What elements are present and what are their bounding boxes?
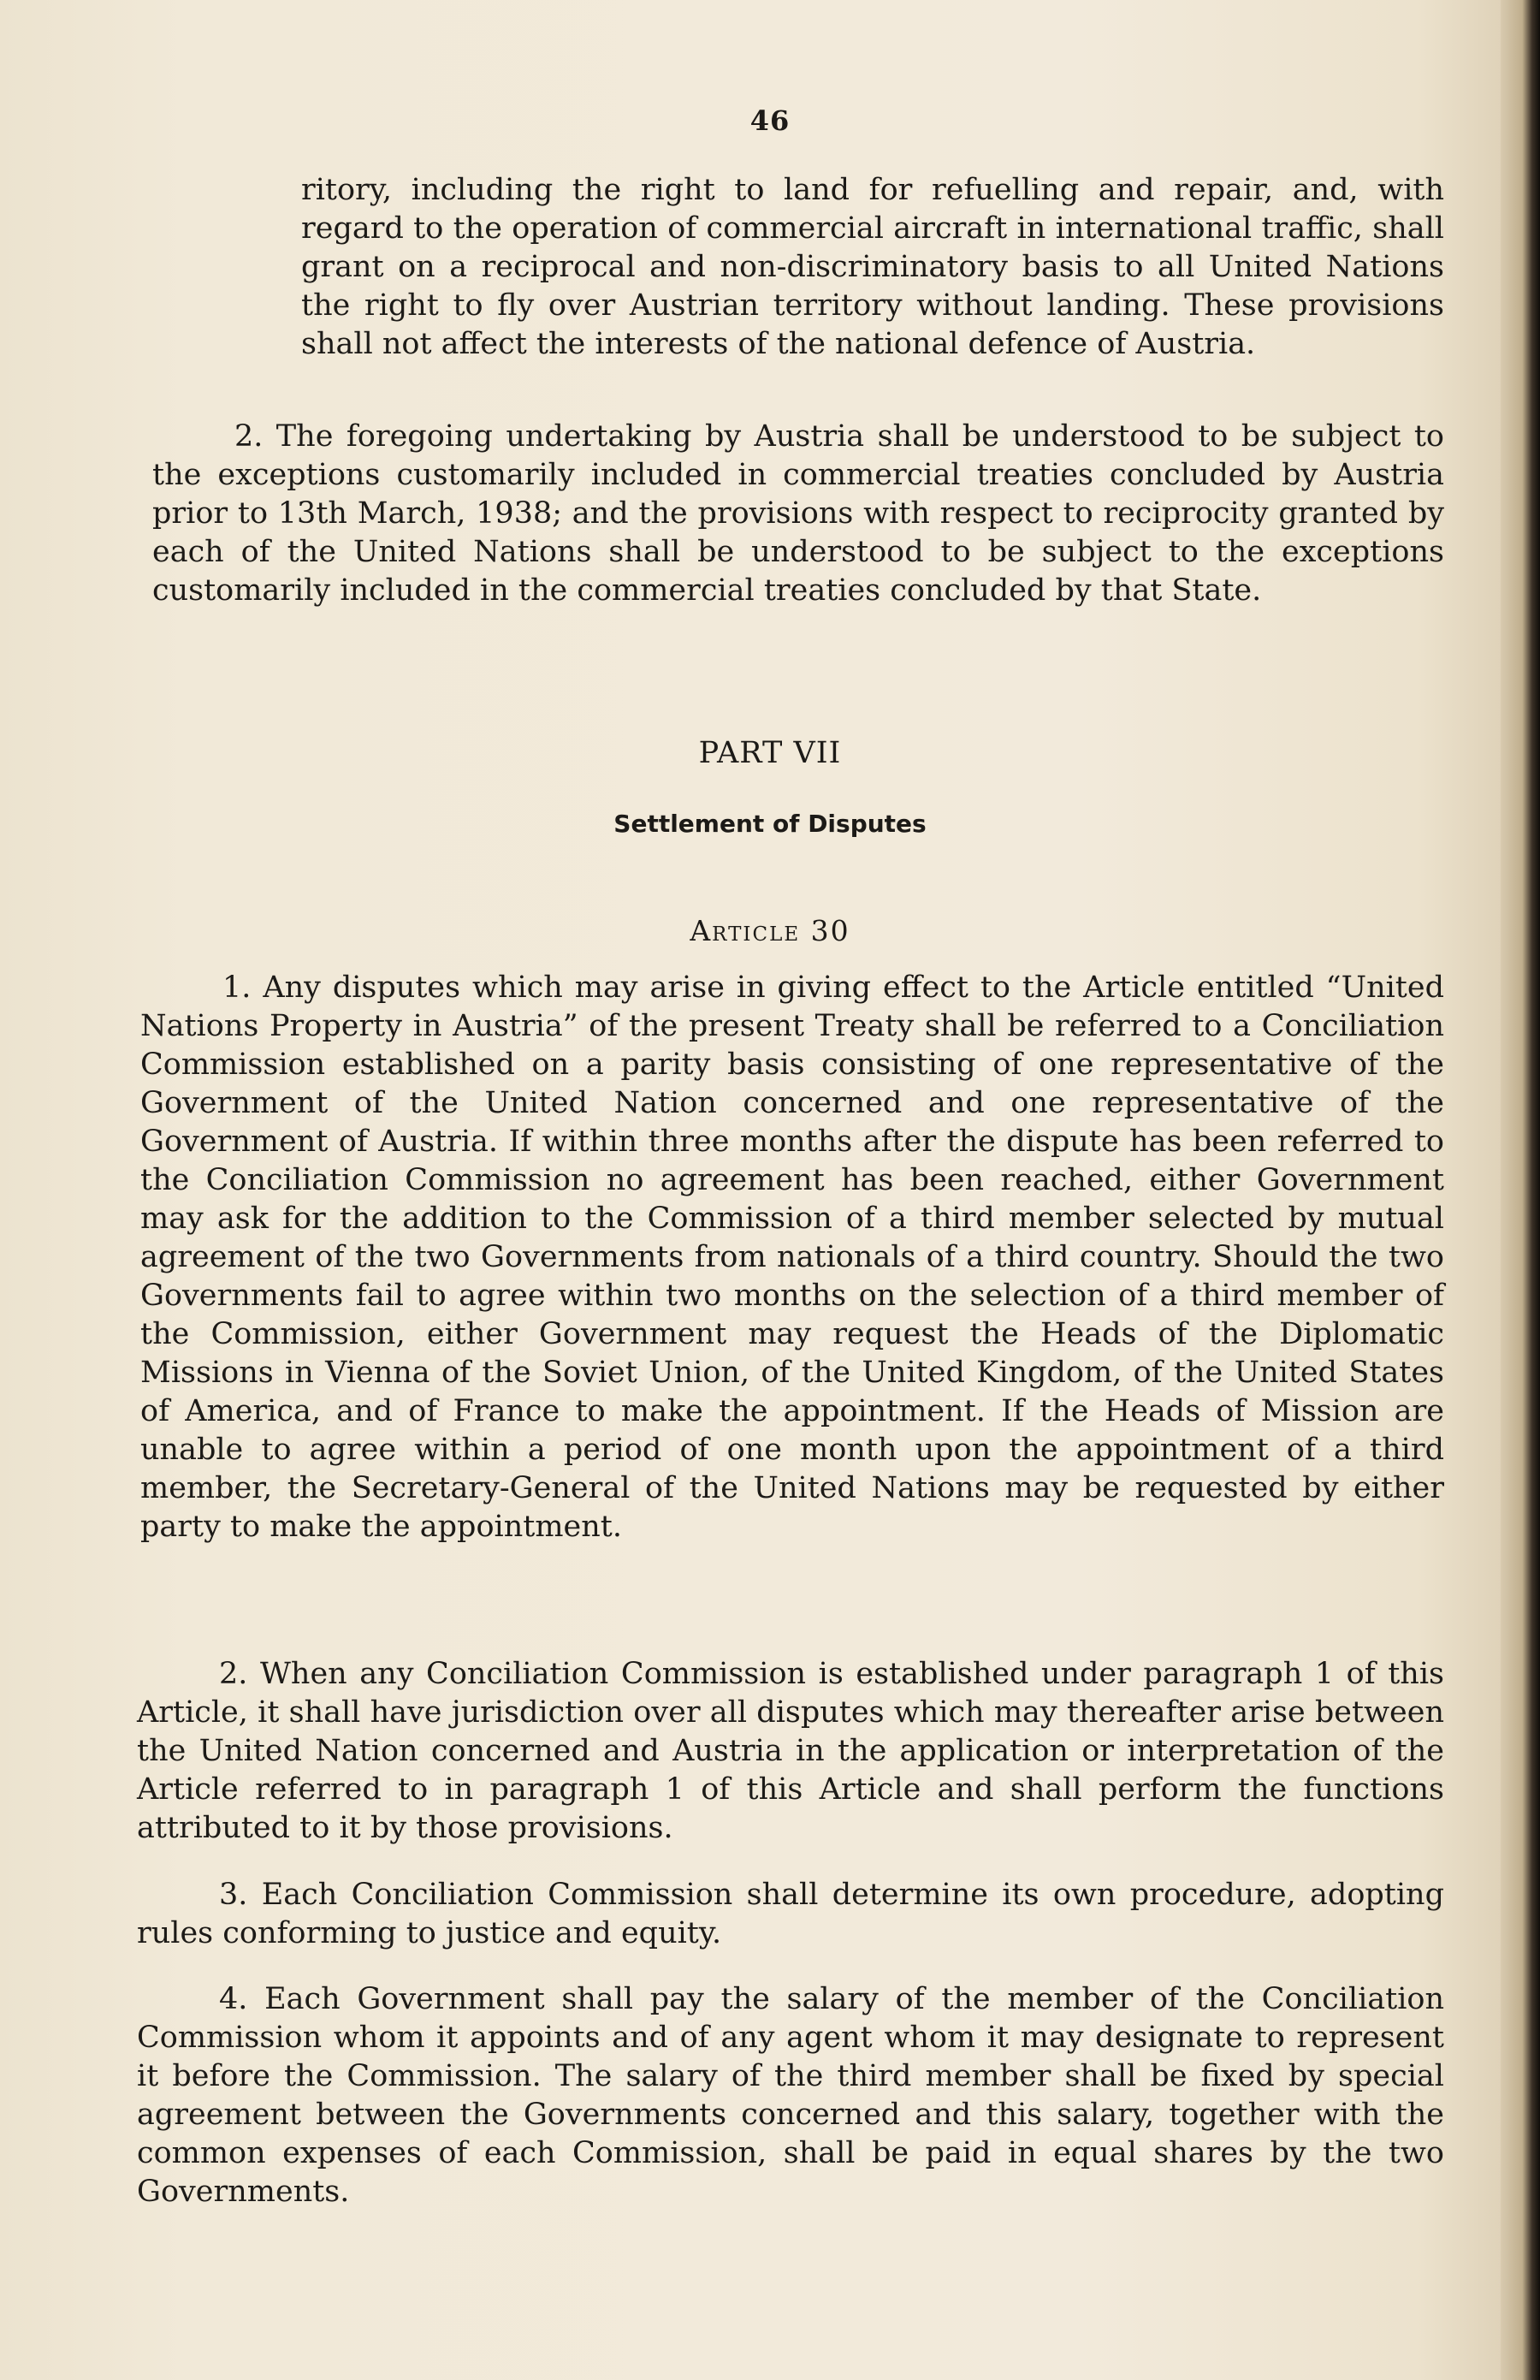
article-title: Article 30 xyxy=(690,914,850,947)
article-paragraph-2: 2. When any Conciliation Commission is established under paragraph 1 of this Article, it shall have jurisdiction over all disputes which may thereafter arise between the United Nation concerned and Austria in the application or interpretation of the Article referred to in paragraph 1 of this Article and shall perform the functions attributed to it by those provisions. xyxy=(137,1657,1444,1845)
part-title: PART VII xyxy=(698,736,842,770)
book-spine-shadow xyxy=(1501,0,1540,2380)
article-paragraph-4: 4. Each Government shall pay the salary of the member of the Conciliation Commission whom it appoints and of any agent whom it may designate to represent it before the Commission. The salary of the third member shall be fixed by special agreement between the Governments concerned and this salary, together with the common expenses of each Commission, shall be paid in equal shares by the two Governments. xyxy=(137,1982,1444,2209)
article-paragraph-2-block xyxy=(137,1655,1444,1848)
continuation-block xyxy=(301,171,1444,364)
section-subtitle: Settlement of Disputes xyxy=(613,810,927,838)
article-paragraph-3-block xyxy=(137,1876,1444,1953)
article-paragraph-1-block xyxy=(140,969,1444,1546)
page-number: 46 xyxy=(749,104,791,137)
article-paragraph-1: 1. Any disputes which may arise in giving effect to the Article entitled “United Nations Property in Austria” of the present Treaty shall be referred to a Conciliation Commission established on a parity basis consisting of one representative of the Government of the United Nation concerned and one representative of the Government of Austria. If within three months after the dispute has been referred to the Conciliation Commission no agreement has been reached, either Government may ask for the addition to the Commission of a third member selected by mutual agreement of the two Governments from nationals of a third country. Should the two Governments fail to agree within two months on the selection of a third member of the Commission, either Government may request the Heads of the Diplomatic Missions in Vienna of the Soviet Union, of the United Kingdom, of the United States of America, and of France to make the appointment. If the Heads of Mission are unable to agree within a period of one month upon the appointment of a third member, the Secretary-General of the United Nations may be requested by either party to make the appointment. xyxy=(140,970,1444,1544)
paragraph-2-block xyxy=(152,418,1444,610)
paragraph-2: 2. The foregoing undertaking by Austria shall be understood to be subject to the exceptions customarily included in commercial treaties concluded by Austria prior to 13th March, 1938; and the provisions with respect to reciprocity granted by each of the United Nations shall be understood to be subject to the exceptions customarily included in the commercial treaties concluded by that State. xyxy=(152,419,1444,608)
article-paragraph-4-block xyxy=(137,1980,1444,2211)
continuation-paragraph: ritory, including the right to land for refuelling and repair, and, with regard to the operation of commercial aircraft in international traffic, shall grant on a reciprocal and non-discriminatory basis to all United Nations the right to fly over Austrian territory without landing. These provisions shall not affect the interests of the national defence of Austria. xyxy=(301,173,1444,361)
article-paragraph-3: 3. Each Conciliation Commission shall determine its own procedure, adopting rules conforming to justice and equity. xyxy=(137,1878,1444,1950)
